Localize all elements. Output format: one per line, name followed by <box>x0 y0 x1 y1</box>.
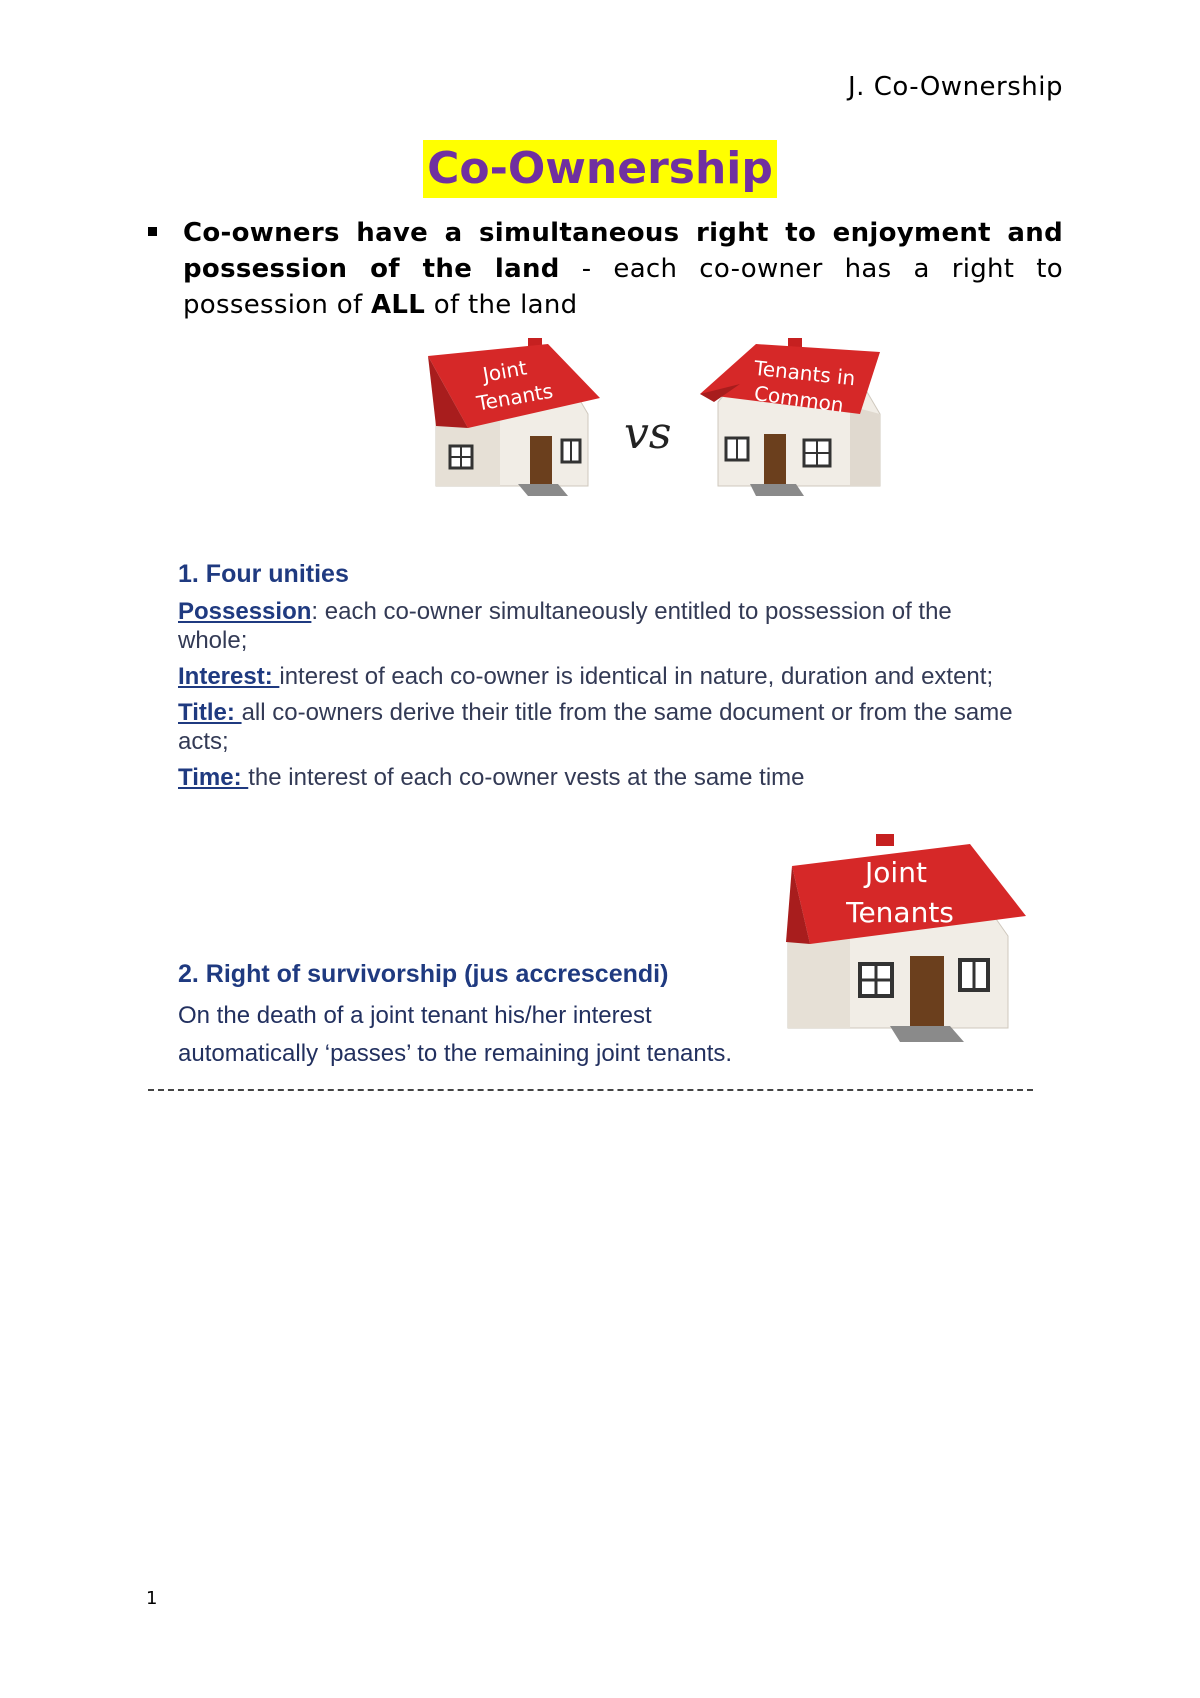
title-container <box>0 140 1200 198</box>
left-roof-line-2: Tenants <box>474 378 555 416</box>
unity-term-possession: Possession <box>178 598 312 625</box>
unity-term-interest: Interest: <box>178 663 280 690</box>
four-unities-section <box>178 560 1018 799</box>
survivorship-heading: 2. Right of survivorship (jus accrescendi) <box>178 960 669 988</box>
survivorship-section <box>178 960 798 1073</box>
unity-text-possession: : each co-owner simultaneously entitled to possession of the whole; <box>178 598 952 654</box>
bullet-normal-text-1: - each co-owner has a right to possession of <box>183 254 1064 320</box>
bottom-roof-line-2: Tenants <box>846 896 954 929</box>
left-roof-line-1: Joint <box>480 355 529 387</box>
vs-label: vs <box>624 408 672 459</box>
unity-possession <box>178 597 1018 655</box>
bullet-text <box>183 215 1063 323</box>
unity-title <box>178 698 1018 756</box>
page-title: Co-Ownership <box>423 140 777 198</box>
house-joint-tenants-image <box>428 336 608 496</box>
unity-term-title: Title: <box>178 699 242 726</box>
unity-text-interest: interest of each co-owner is identical in nature, duration and extent; <box>279 663 994 690</box>
square-bullet-icon <box>148 227 157 236</box>
running-header: J. Co-Ownership <box>848 72 1063 102</box>
survivorship-line-2: automatically ‘passes’ to the remaining joint tenants. <box>178 1040 733 1067</box>
four-unities-heading: 1. Four unities <box>178 560 349 588</box>
unity-time <box>178 763 1018 792</box>
bullet-normal-text-2: of the land <box>425 290 578 320</box>
bottom-roof-line-1: Joint <box>865 856 927 889</box>
unity-term-time: Time: <box>178 764 249 791</box>
unity-text-time: the interest of each co-owner vests at the same time <box>248 764 805 791</box>
bullet-paragraph <box>148 215 1063 323</box>
survivorship-line-1: On the death of a joint tenant his/her interest <box>178 1002 652 1029</box>
unity-interest <box>178 662 1018 691</box>
right-roof-line-2: Common <box>752 380 846 418</box>
page-number: 1 <box>146 1588 158 1609</box>
house-joint-tenants-large-image <box>780 832 1030 1044</box>
unity-text-title: all co-owners derive their title from the same document or from the same acts; <box>178 699 1013 755</box>
right-roof-line-1: Tenants in <box>752 355 857 391</box>
bullet-bold-text: Co-owners have a simultaneous right to enjoyment and possession of the land <box>183 218 1063 284</box>
bullet-all-text: ALL <box>371 290 426 320</box>
house-tenants-in-common-image <box>700 336 885 496</box>
dashed-divider <box>148 1089 1033 1091</box>
